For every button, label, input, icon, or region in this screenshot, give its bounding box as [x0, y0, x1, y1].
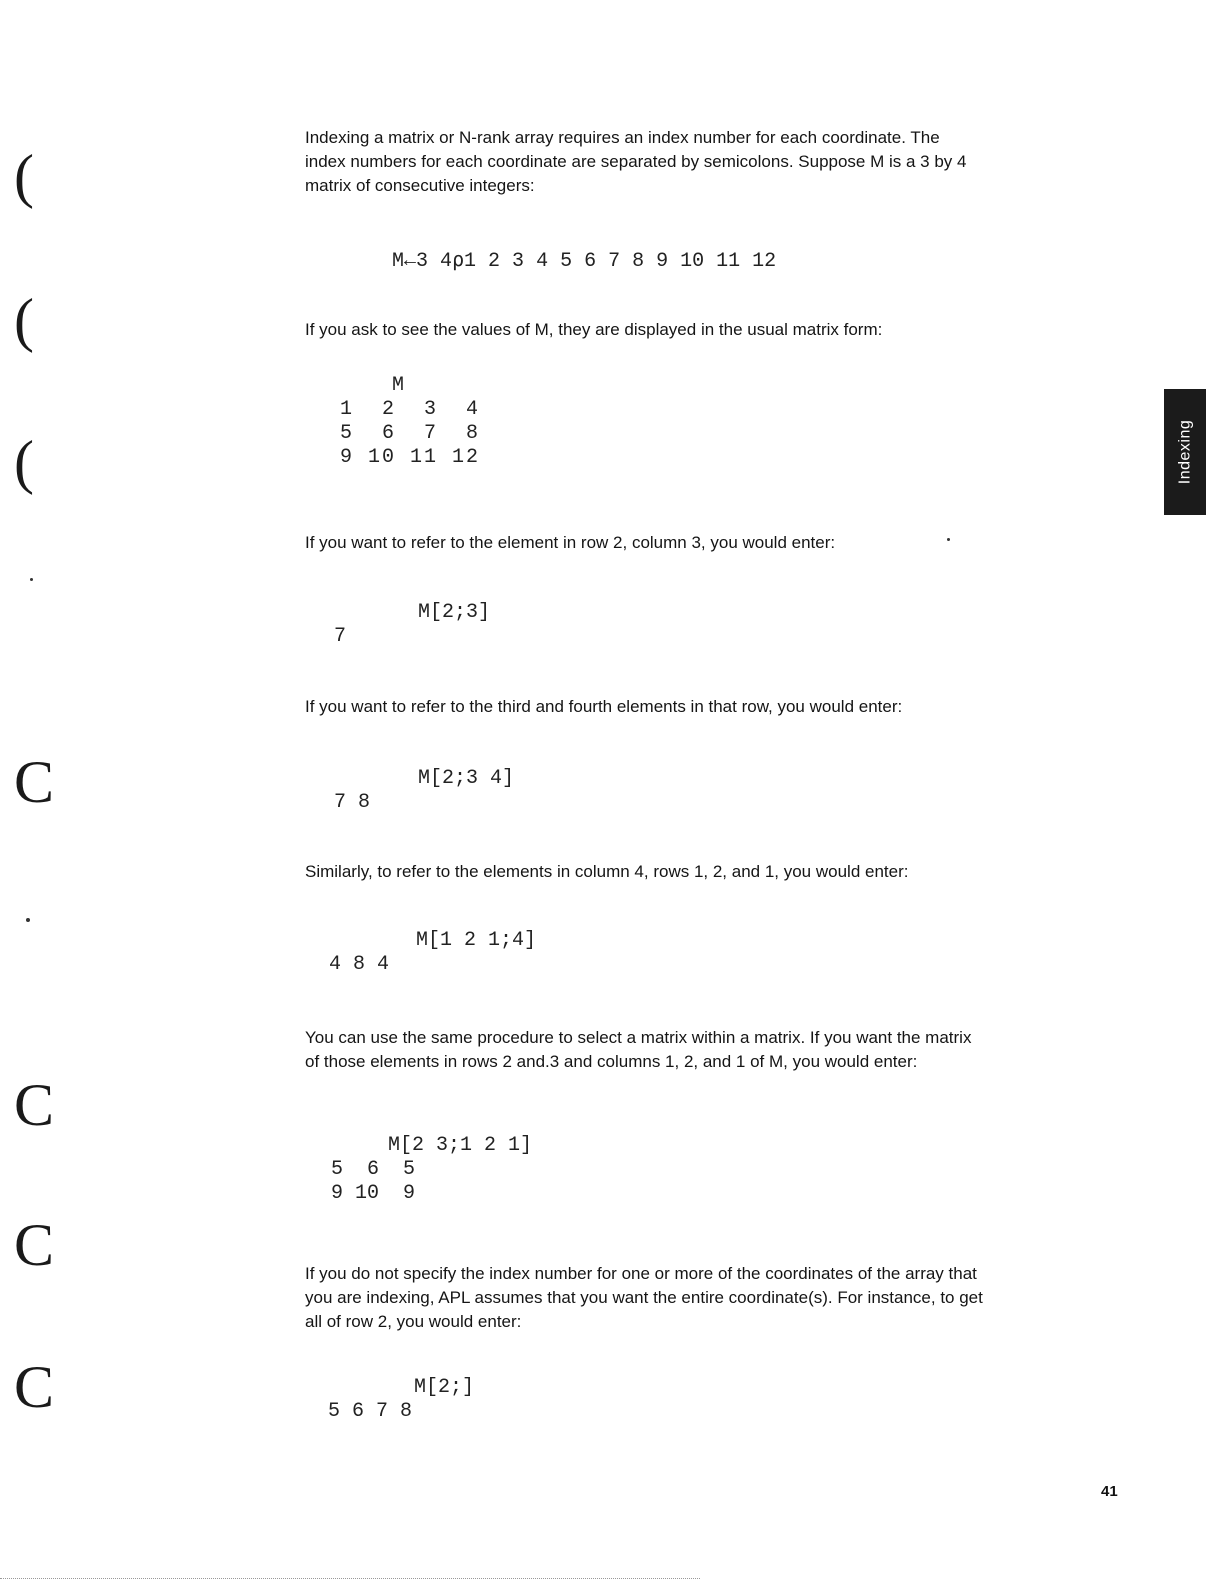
example-output-row: 5 6 5 — [331, 1158, 416, 1181]
column-elements-paragraph: Similarly, to refer to the elements in column 4, rows 1, 2, and 1, you would enter: — [305, 862, 909, 881]
intro-paragraph: Indexing a matrix or N-rank array requires an index number for each coordinate. The index numbers for each coordinate are separated by semicolons. Suppose M is a 3 by 4 matrix of consecutive integers: — [305, 128, 967, 195]
section-tab — [1164, 389, 1206, 515]
row-elements-paragraph: If you want to refer to the third and fourth elements in that row, you would enter: — [305, 697, 903, 716]
binder-mark: C — [14, 1354, 55, 1420]
binder-mark: ( — [14, 143, 34, 209]
example-output: 7 — [334, 625, 347, 648]
binder-mark: C — [14, 1072, 55, 1138]
example-input: M[1 2 1;4] — [416, 929, 537, 952]
example-input: M[2 3;1 2 1] — [388, 1134, 533, 1157]
binder-mark: C — [14, 1212, 55, 1278]
binder-mark: ( — [14, 429, 34, 495]
display-input: M — [392, 374, 405, 397]
example-output: 4 8 4 — [329, 953, 390, 976]
section-tab-label: Indexing — [1176, 419, 1193, 485]
example-input: M[2;] — [414, 1376, 475, 1399]
scan-edge-line — [0, 1578, 700, 1580]
page-number: 41 — [1101, 1483, 1118, 1500]
binder-mark: C — [14, 749, 55, 815]
binder-mark: ( — [14, 287, 34, 353]
matrix-row: 1 2 3 4 — [326, 398, 481, 421]
matrix-row: 9 10 11 12 — [326, 446, 481, 469]
scan-speck — [26, 918, 30, 922]
assign-statement: M←3 4⍴1 2 3 4 5 6 7 8 9 10 11 12 — [392, 250, 777, 273]
example-output: 5 6 7 8 — [328, 1400, 413, 1423]
display-paragraph: If you ask to see the values of M, they are displayed in the usual matrix form: — [305, 320, 883, 339]
example-output: 7 8 — [334, 791, 371, 814]
example-input: M[2;3] — [418, 601, 491, 624]
scan-speck — [30, 578, 33, 581]
example-output-row: 9 10 9 — [331, 1182, 416, 1205]
entire-coordinate-paragraph: If you do not specify the index number for one or more of the coordinates of the array that you are indexing, APL assumes that you want the entire coordinate(s). For instance, to get all of row 2, you would enter: — [305, 1264, 983, 1331]
example-input: M[2;3 4] — [418, 767, 515, 790]
element-paragraph: If you want to refer to the element in row 2, column 3, you would enter: — [305, 533, 836, 552]
submatrix-paragraph: You can use the same procedure to select a matrix within a matrix. If you want the matrix of those elements in rows 2 and.3 and columns 1, 2, and 1 of M, you would enter: — [305, 1028, 972, 1071]
matrix-row: 5 6 7 8 — [326, 422, 481, 445]
